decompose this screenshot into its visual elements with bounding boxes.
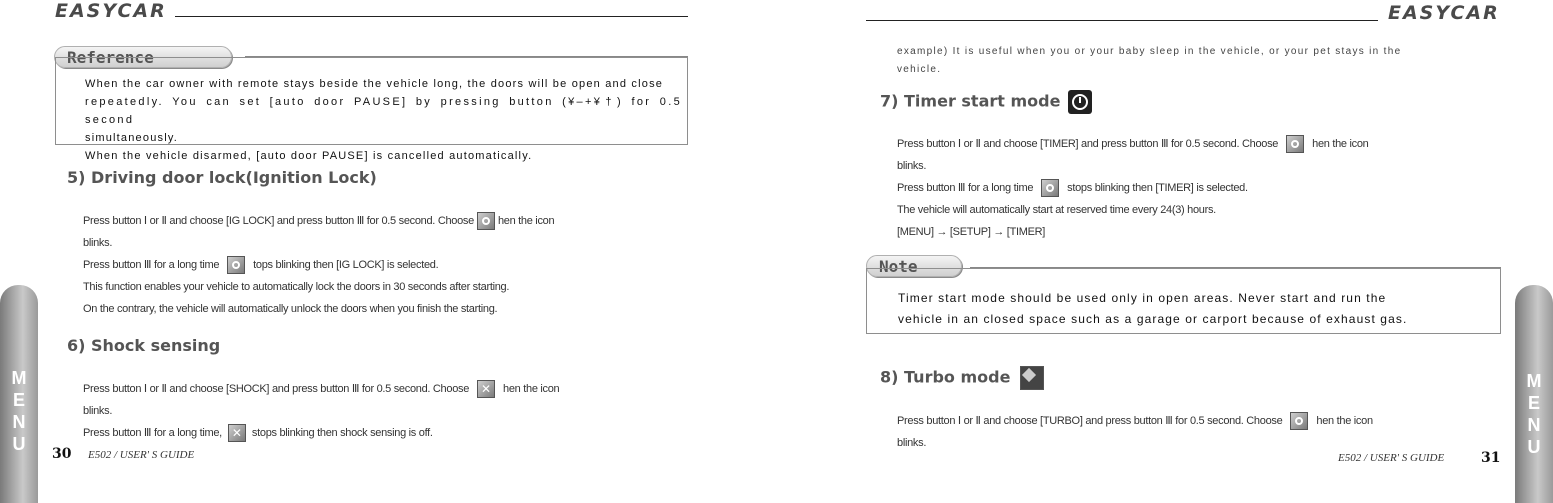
section5-line: blinks. <box>83 237 113 249</box>
reference-line: simultaneously. <box>85 132 178 144</box>
section8-body <box>897 410 1497 454</box>
left-footer: E502 / USER' S GUIDE <box>88 449 195 461</box>
menu-tab-letter: M <box>11 368 27 388</box>
reference-line: repeatedly. You can set [auto door PAUSE] by pressing button (¥–+¥†) for 0.5 second <box>85 96 682 126</box>
left-page-number: 30 <box>52 446 72 462</box>
section7-line: blinks. <box>897 160 927 172</box>
menu-tab-letter: N <box>12 412 26 432</box>
shock-icon <box>477 380 495 398</box>
section7-line: stops blinking then [TIMER] is selected. <box>1067 182 1248 194</box>
right-footer: E502 / USER' S GUIDE <box>1338 452 1445 464</box>
reference-label: Reference <box>54 46 232 68</box>
turbo-select-icon <box>1290 412 1308 430</box>
note-label: Note <box>866 255 962 277</box>
section5-line: tops blinking then [IG LOCK] is selected. <box>253 259 439 271</box>
menu-tab-letter: U <box>1527 437 1541 457</box>
menu-tab-letter: N <box>1527 415 1541 435</box>
section8-title <box>880 366 1047 390</box>
timer-icon <box>1041 179 1059 197</box>
section8-line: hen the icon <box>1316 415 1373 427</box>
left-menu-tab <box>0 285 38 503</box>
right-logo: EASYCAR <box>1388 2 1500 24</box>
note-line: vehicle in an closed space such as a garage or carport because of exhaust gas. <box>898 312 1408 326</box>
section5-line: This function enables your vehicle to automatically lock the doors in 30 seconds after starting. <box>83 281 510 293</box>
section5-line: hen the icon <box>497 215 555 227</box>
right-page-number: 31 <box>1481 450 1501 466</box>
intro-line: example) It is useful when you or your baby sleep in the vehicle, or your pet stays in the <box>897 46 1402 57</box>
note-line: Timer start mode should be used only in open areas. Never start and run the <box>898 291 1387 305</box>
menu-tab-letter: E <box>1527 393 1540 413</box>
section5-title: 5) Driving door lock(Ignition Lock) <box>67 168 377 187</box>
section5-line: Press button Ⅲ for a long time <box>83 259 220 271</box>
section5-line: On the contrary, the vehicle will automatically unlock the doors when you finish the starting. <box>83 303 498 315</box>
right-menu-tab <box>1515 285 1553 503</box>
section6-title: 6) Shock sensing <box>67 336 221 355</box>
turbo-icon <box>1020 366 1044 390</box>
menu-tab-letter: U <box>12 434 26 454</box>
reference-text <box>85 75 682 165</box>
section6-line: hen the icon <box>503 383 560 395</box>
section7-title-text: 7) Timer start mode <box>880 91 1061 111</box>
section7-line: Press button Ⅰ or Ⅱ and choose [TIMER] and press button Ⅲ for 0.5 second. Choose <box>897 138 1279 150</box>
section7-line: [MENU] → [SETUP] → [TIMER] <box>897 226 1046 238</box>
intro-text <box>897 43 1487 79</box>
right-header-rule <box>866 20 1378 21</box>
left-logo: EASYCAR <box>55 0 167 22</box>
timer-icon <box>1286 135 1304 153</box>
section6-line: Press button Ⅲ for a long time, <box>83 427 222 439</box>
shock-icon <box>228 424 246 442</box>
note-text <box>898 288 1498 330</box>
reference-line: When the car owner with remote stays beside the vehicle long, the doors will be open and close <box>85 78 664 90</box>
section7-line: hen the icon <box>1312 138 1369 150</box>
section6-body <box>83 378 683 444</box>
menu-tab-letter: M <box>1526 371 1542 391</box>
section8-line: blinks. <box>897 437 927 449</box>
lock-icon <box>227 256 245 274</box>
left-header-rule <box>175 16 688 17</box>
reference-line: When the vehicle disarmed, [auto door PAUSE] is cancelled automatically. <box>85 150 533 162</box>
lock-icon <box>477 212 495 230</box>
section8-title-text: 8) Turbo mode <box>880 367 1011 387</box>
section5-line: Press button Ⅰ or Ⅱ and choose [IG LOCK] and press button Ⅲ for 0.5 second. Choose <box>83 215 474 227</box>
section6-line: Press button Ⅰ or Ⅱ and choose [SHOCK] and press button Ⅲ for 0.5 second. Choose <box>83 383 470 395</box>
section5-body <box>83 210 683 320</box>
clock-icon <box>1068 90 1092 114</box>
section7-line: Press button Ⅲ for a long time <box>897 182 1034 194</box>
section8-line: Press button Ⅰ or Ⅱ and choose [TURBO] and press button Ⅲ for 0.5 second. Choose <box>897 415 1283 427</box>
section6-line: blinks. <box>83 405 113 417</box>
section6-line: stops blinking then shock sensing is off. <box>251 427 433 439</box>
intro-line: vehicle. <box>897 64 942 75</box>
menu-tab-letter: E <box>12 390 25 410</box>
section7-body <box>897 133 1497 243</box>
section7-line: The vehicle will automatically start at reserved time every 24(3) hours. <box>897 204 1216 216</box>
section7-title <box>880 90 1092 114</box>
